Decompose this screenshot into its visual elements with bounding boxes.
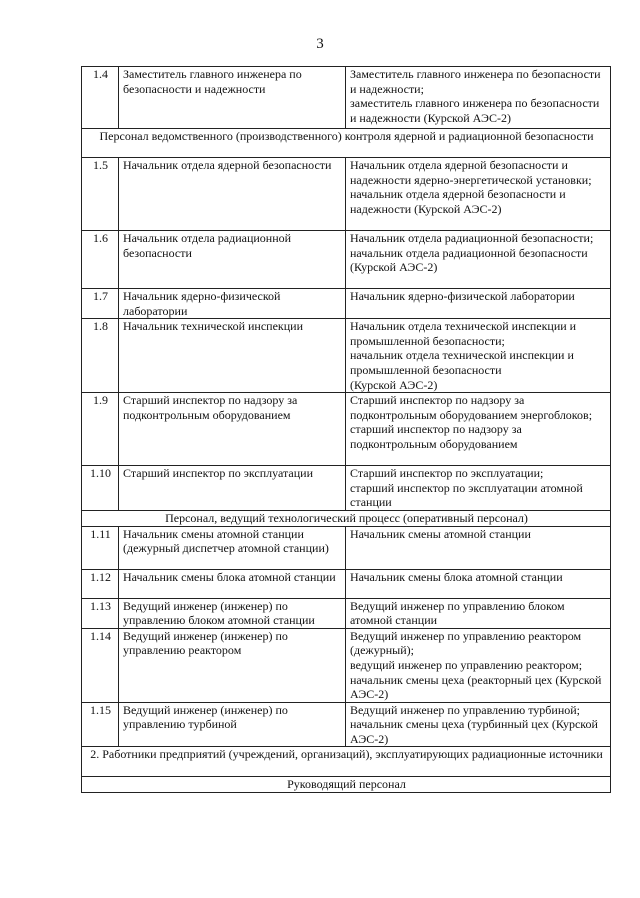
- equivalent-positions: Старший инспектор по надзору за подконтрольным оборудованием энергоблоков; старший инспектор по надзору за подконтрольным оборудованием: [346, 393, 611, 466]
- section-header-row: [82, 777, 611, 793]
- row-number: 1.5: [82, 158, 119, 231]
- section-title: Персонал, ведущий технологический процесс (оперативный персонал): [82, 510, 611, 526]
- section-header-row: [82, 129, 611, 158]
- equivalent-positions: Начальник отдела технической инспекции и промышленной безопасности; начальник отдела технической инспекции и промышленной безопасности (Курской АЭС-2): [346, 319, 611, 393]
- table-row: [82, 702, 611, 747]
- equivalent-positions: Заместитель главного инженера по безопасности и надежности; заместитель главного инженера по безопасности и надежности (Курской АЭС-2): [346, 67, 611, 129]
- table-row: [82, 319, 611, 393]
- table-row: [82, 569, 611, 598]
- positions-table-body: [82, 67, 611, 793]
- position-name: Старший инспектор по эксплуатации: [119, 466, 346, 511]
- equivalent-positions: Начальник отдела ядерной безопасности и надежности ядерно-энергетической установки; начальник отдела ядерной безопасности и надежности (Курской АЭС-2): [346, 158, 611, 231]
- position-name: Начальник ядерно-физической лаборатории: [119, 289, 346, 319]
- section-title: 2. Работники предприятий (учреждений, организаций), эксплуатирующих радиационные источники: [82, 747, 611, 777]
- equivalent-positions: Начальник смены атомной станции: [346, 526, 611, 569]
- table-row: [82, 231, 611, 289]
- row-number: 1.9: [82, 393, 119, 466]
- equivalent-positions: Ведущий инженер по управлению блоком атомной станции: [346, 598, 611, 628]
- position-name: Начальник технической инспекции: [119, 319, 346, 393]
- row-number: 1.10: [82, 466, 119, 511]
- position-name: Ведущий инженер (инженер) по управлению реактором: [119, 628, 346, 702]
- section-title: Персонал ведомственного (производственного) контроля ядерной и радиационной безопасности: [82, 129, 611, 158]
- equivalent-positions: Начальник ядерно-физической лаборатории: [346, 289, 611, 319]
- row-number: 1.14: [82, 628, 119, 702]
- equivalent-positions: Начальник отдела радиационной безопасности; начальник отдела радиационной безопасности (Курской АЭС-2): [346, 231, 611, 289]
- position-name: Начальник смены атомной станции (дежурный диспетчер атомной станции): [119, 526, 346, 569]
- equivalent-positions: Ведущий инженер по управлению реактором (дежурный); ведущий инженер по управлению реактором; начальник смены цеха (реакторный цех (Курской АЭС-2): [346, 628, 611, 702]
- table-row: [82, 158, 611, 231]
- page-number: 3: [316, 36, 324, 52]
- table-row: [82, 598, 611, 628]
- equivalent-positions: Старший инспектор по эксплуатации; старший инспектор по эксплуатации атомной станции: [346, 466, 611, 511]
- row-number: 1.8: [82, 319, 119, 393]
- position-name: Начальник отдела ядерной безопасности: [119, 158, 346, 231]
- position-name: Начальник отдела радиационной безопасности: [119, 231, 346, 289]
- position-name: Ведущий инженер (инженер) по управлению турбиной: [119, 702, 346, 747]
- row-number: 1.13: [82, 598, 119, 628]
- section-header-row: [82, 510, 611, 526]
- table-row: [82, 466, 611, 511]
- position-name: Начальник смены блока атомной станции: [119, 569, 346, 598]
- equivalent-positions: Начальник смены блока атомной станции: [346, 569, 611, 598]
- table-row: [82, 289, 611, 319]
- section-title: Руководящий персонал: [82, 777, 611, 793]
- row-number: 1.6: [82, 231, 119, 289]
- position-name: Ведущий инженер (инженер) по управлению блоком атомной станции: [119, 598, 346, 628]
- positions-table: [81, 66, 611, 793]
- row-number: 1.12: [82, 569, 119, 598]
- table-row: [82, 628, 611, 702]
- row-number: 1.4: [82, 67, 119, 129]
- equivalent-positions: Ведущий инженер по управлению турбиной; начальник смены цеха (турбинный цех (Курской АЭС-2): [346, 702, 611, 747]
- table-row: [82, 393, 611, 466]
- row-number: 1.15: [82, 702, 119, 747]
- section-header-row: [82, 747, 611, 777]
- table-row: [82, 67, 611, 129]
- row-number: 1.7: [82, 289, 119, 319]
- position-name: Старший инспектор по надзору за подконтрольным оборудованием: [119, 393, 346, 466]
- table-row: [82, 526, 611, 569]
- row-number: 1.11: [82, 526, 119, 569]
- position-name: Заместитель главного инженера по безопасности и надежности: [119, 67, 346, 129]
